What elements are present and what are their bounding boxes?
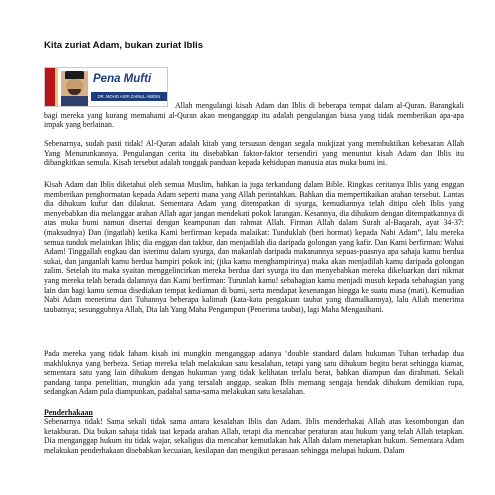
paragraph-4: Pada mereka yang tidak faham kisah ini mungkin menganggap adanya ‘double standard dalam hukuman Tuhan terhadap dua makhluknya yang berbeza. Setiap mereka telah melakukan satu kesalahan, tetapi yang satu dihukum begitu berat sehingga kiamat, sementara satu yang lain dihukum dengan hukuman yang tidak kelihatan terlalu berat, bahkan diampun dan dirahmati. Sekali pandang tanpa penelitian, mungkin ada yang tersalah anggap, seakan Iblis memang sengaja hendak dihukum demikian rupa, sedangkan Adam pula diampunkan, padahal sama-sama melakukan satu kesalahan. [44,349,464,397]
section-heading: Penderhakaan [44,408,93,417]
paragraph-2: Sebenarnya, sudah pasti tidak! Al-Quran adalah kitab yang tersusun dengan segala mukjizat yang membuktikan kebesaran Allah Yang Menurunkannya. Pengulangan cerita itu disebabkan faktor-faktor tersendiri yang menuntut kisah Adam dan Iblis itu dibangkitkan semula. Kisah tersebut adalah tonggak panduan kepada kehidupan manusia atas muka bumi ini. [44,139,464,168]
portrait-cap [65,71,84,79]
section-paragraph: Sebenarnya tidak! Sama sekali tidak sama antara kesalahan Iblis dan Adam. Iblis menderhakai Allah atas kesombongan dan ketakburan. Dia bukan sahaja tidak taat kepada arahan Allah, tetapi dia mencabar peraturan atau hukum yang telah Allah tetapkan. Dia menganggap hukum itu tidak wajar, sekaligus dia mencabar kemutlakan hak Allah dalam menetapkan hukum. Sementara Adam melakukan penderhakaan disebabkan kecuaian, kesilapan dan mengikut perasaan sehingga melupai hukum. Dalam [44,417,464,455]
article-title: Kita zuriat Adam, bukan zuriat Iblis [44,40,204,51]
banner-author-name: DR. MOHD ASRI ZAINUL ABIDIN [91,92,167,101]
paragraph-1: Allah mengulangi kisah Adam dan Iblis di beberapa tempat dalam al-Quran. Barangkali bagi mereka yang kurang memahami al-Quran akan menganggap itu adalah pengulangan biasa yang tidak memberikan apa-apa impak yang berlainan. [44,101,464,130]
banner-brand: Pena Mufti [93,73,152,85]
paragraph-3: Kisah Adam dan Iblis diketahui oleh semua Muslim, bahkan ia juga terkandung dalam Bible. Ringkas ceritanya Iblis yang enggan memberikan penghormatan kepada Adam seperti mana yang Allah perintahkan. Bahkan dia mempertikaikan arahan tersebut. Lantas dia dihukum kufur dan dilaknat. Sementara Adam yang ditempatkan di syurga, kemudiannya telah ditipu oleh Iblis yang menyebabkan dia melanggar arahan Allah agar jangan mendekati pokok larangan. Kesannya, dia dihukum dengan ditempatkannya di atas muka bumi namun disertai dengan keampunan dan rahmat Allah. Firman Allah dalam Surah al-Baqarah, ayat 34-37: (maksudnya) Dan (ingatlah) ketika Kami berfirman kepada malaikat: Tunduklah (beri hormat) kepada Nabi Adam”, lalu mereka semua tunduk melainkan Iblis; dia enggan dan takbur, dan menjadilah dia daripada golongan yang kafir. Dan Kami berfirman: Wahai Adam! Tinggallah engkau dan isterimu dalam syurga, dan makanlah daripada makanannya sepuas-puasnya apa sahaja kamu berdua sukai, dan janganlah kamu berdua hampiri pokok ini; (jika kamu menghampirinya) maka akan menjadilah kamu daripada golongan zalim. Setelah itu maka syaitan menggelincirkan mereka berdua dari syurga itu dan menyebabkan mereka dikeluarkan dari nikmat yang mereka telah berada dalamnya dan Kami berfirman: Turunlah kamu! sebahagian kamu menjadi musuh kepada sebahagian yang lain dan bagi kamu semua disediakan tempat kediaman di bumi, serta mendapat kesenangan hingga ke suatu masa (mati). Kemudian Nabi Adam menerima dari Tuhannya beberapa kalimah (kata-kata pengakuan taubat yang diamalkannya), lalu Allah menerima taubatnya; sesungguhnya Allah, Dia lah Yang Maha Pengampun (Penerima taubat), lagi Maha Mengasihani. [44,180,464,314]
